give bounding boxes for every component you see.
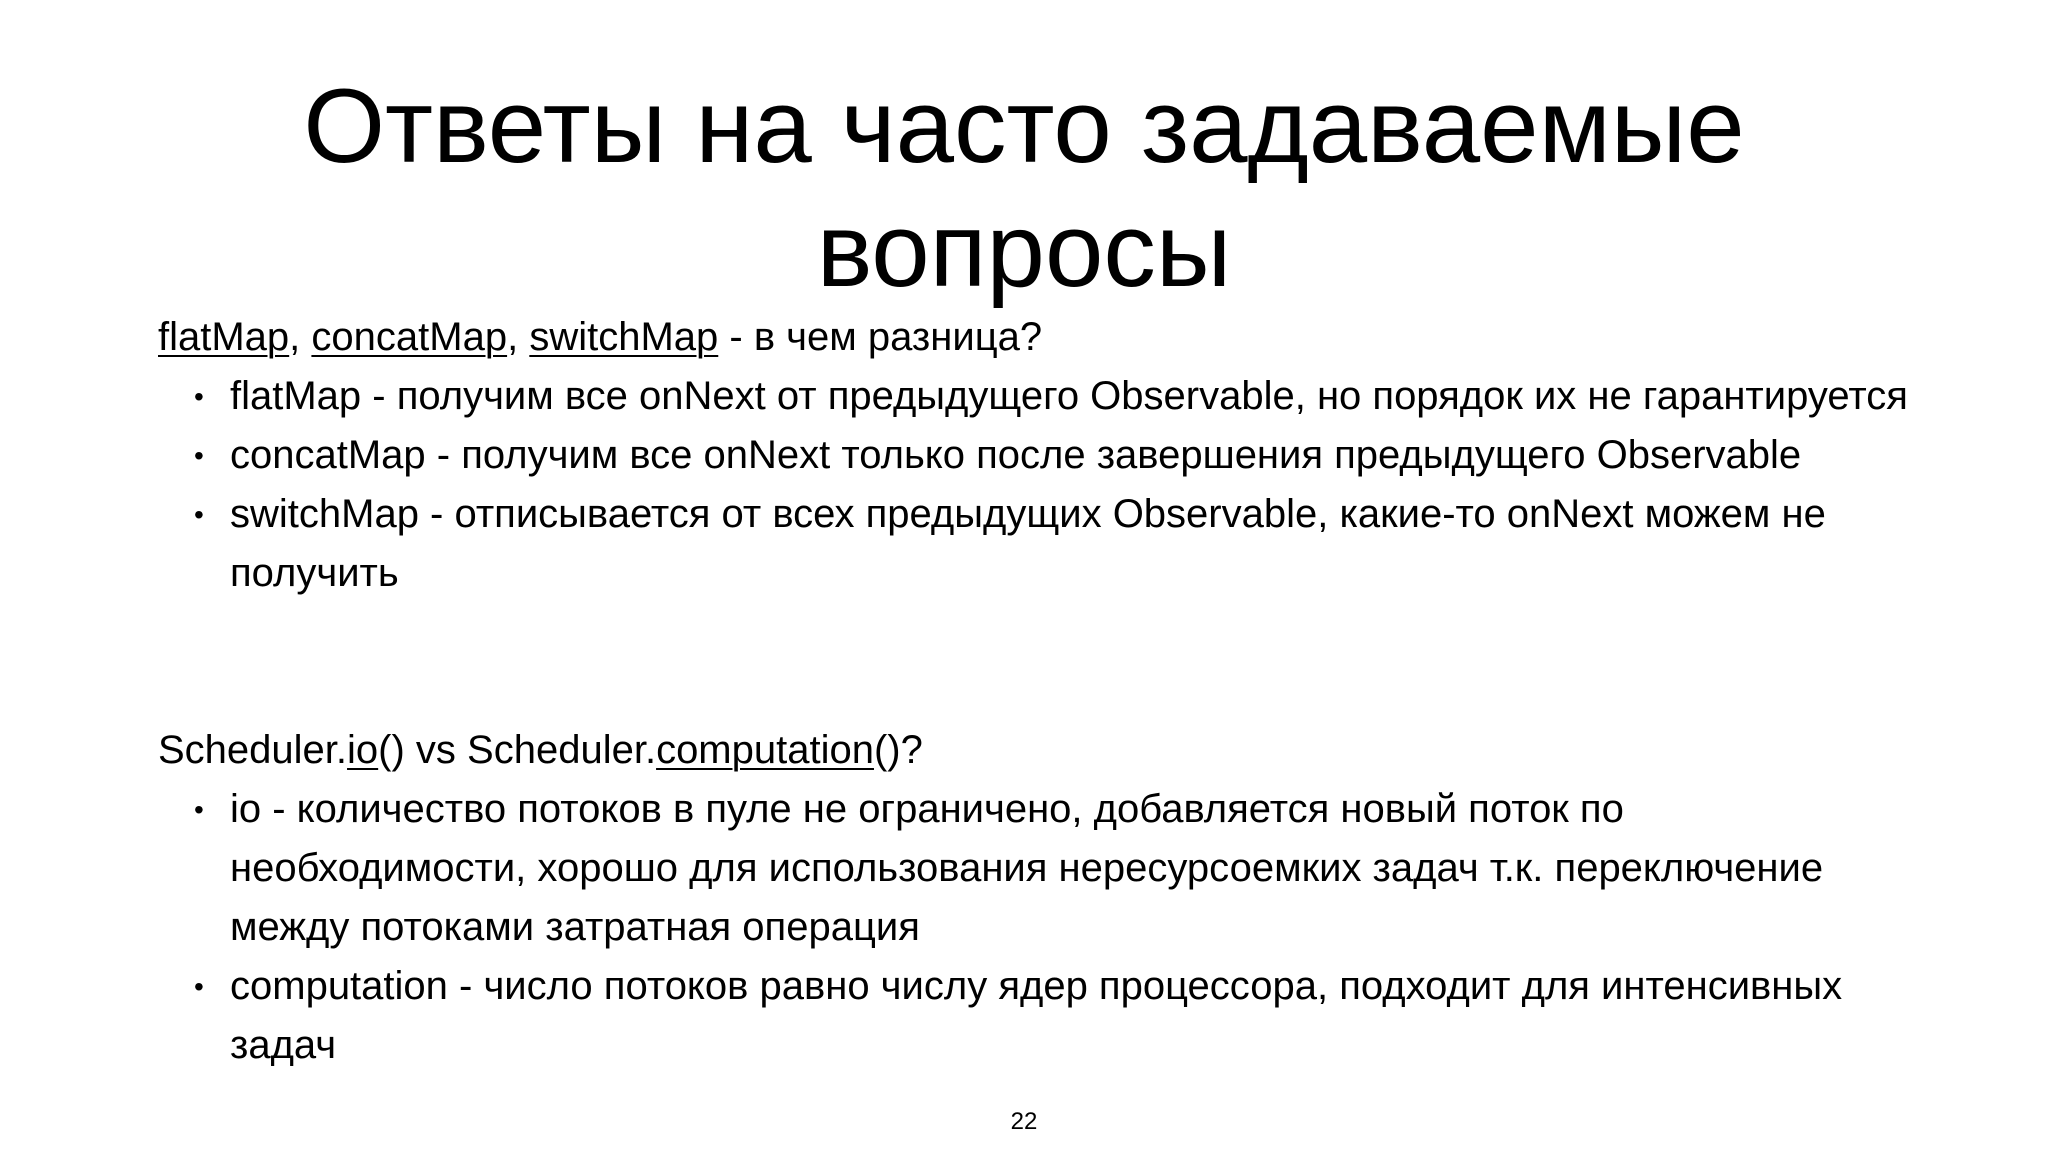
link-concatmap[interactable]: concatMap — [311, 315, 508, 359]
slide-title-line-1: Ответы на часто задаваемые — [303, 68, 1745, 185]
list-item-text: switchMap - отписывается от всех предыдущих Observable, какие-то onNext можем не получить — [230, 492, 1826, 595]
link-io[interactable]: io — [347, 728, 379, 772]
question-text: () vs Scheduler. — [378, 728, 657, 772]
question-separator: , — [289, 315, 312, 359]
question-flatmap-concatmap-switchmap — [158, 308, 1918, 367]
list-item — [158, 485, 1918, 603]
question-text: ()? — [873, 728, 923, 772]
question-text: - в чем разница? — [718, 315, 1043, 359]
section-gap — [158, 603, 1918, 721]
bullet-icon: • — [194, 971, 204, 1002]
question-separator: , — [507, 315, 530, 359]
bullet-icon: • — [194, 440, 204, 471]
list-item — [158, 780, 1918, 957]
link-computation[interactable]: computation — [656, 728, 874, 772]
list-item-text: concatMap - получим все onNext только после завершения предыдущего Observable — [230, 433, 1802, 477]
bullet-icon: • — [194, 499, 204, 530]
question-schedulers — [158, 721, 1918, 780]
list-item — [158, 957, 1918, 1075]
list-item-text: flatMap - получим все onNext от предыдущего Observable, но порядок их не гарантируется — [230, 374, 1908, 418]
question-text: Scheduler. — [158, 728, 348, 772]
slide-title-line-2: вопросы — [816, 192, 1232, 309]
list-item — [158, 367, 1918, 426]
link-switchmap[interactable]: switchMap — [529, 315, 719, 359]
bullet-icon: • — [194, 794, 204, 825]
link-flatmap[interactable]: flatMap — [158, 315, 290, 359]
answer-list-2 — [158, 780, 1918, 1075]
slide-title — [0, 65, 2048, 313]
list-item — [158, 426, 1918, 485]
answer-list-1 — [158, 367, 1918, 603]
list-item-text: io - количество потоков в пуле не ограничено, добавляется новый поток по необходимости, хорошо для использования нересурсоемких задач т.к. переключение между потоками затратная операция — [230, 787, 1824, 949]
bullet-icon: • — [194, 381, 204, 412]
list-item-text: computation - число потоков равно числу ядер процессора, подходит для интенсивных задач — [230, 964, 1843, 1067]
slide-body — [158, 308, 1918, 1075]
page-number: 22 — [1010, 1108, 1038, 1135]
